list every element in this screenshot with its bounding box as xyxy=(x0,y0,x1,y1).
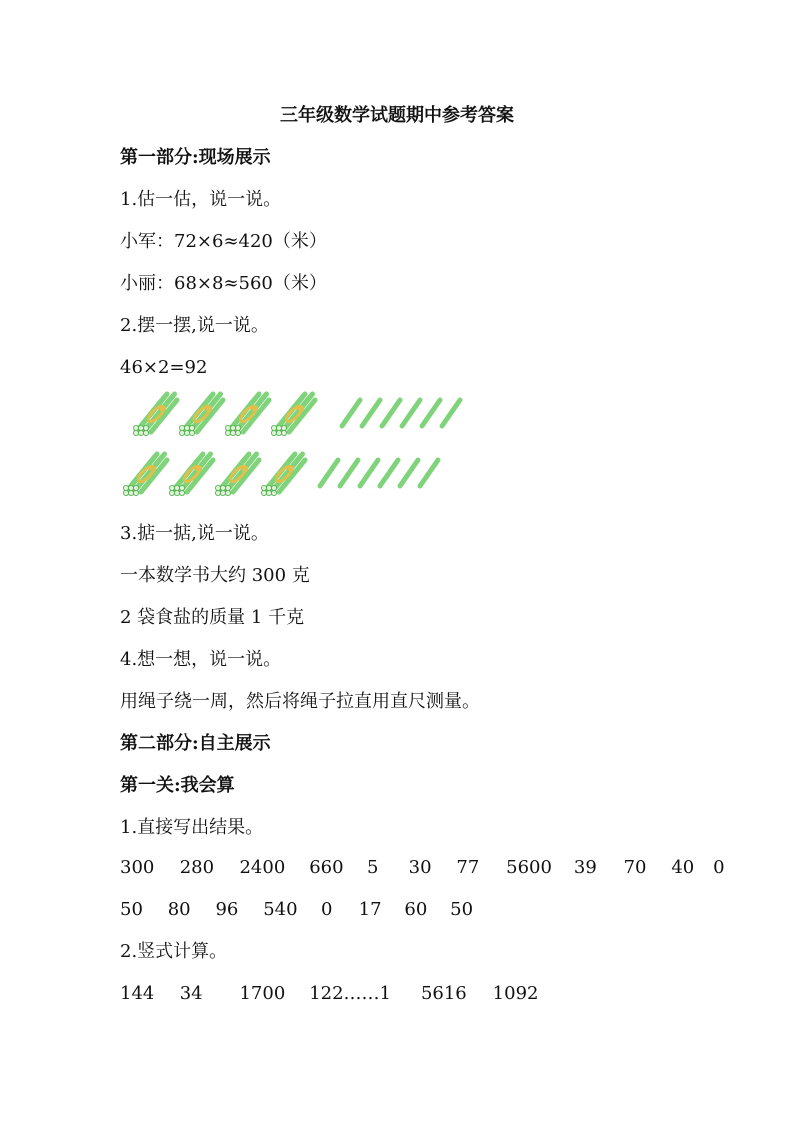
answer: 5616 xyxy=(420,983,467,1004)
single-stick xyxy=(420,460,438,486)
single-stick xyxy=(422,400,440,426)
q1-title: 1.估一估，说一说。 xyxy=(120,189,282,210)
single-stick xyxy=(360,460,378,486)
single-stick xyxy=(380,460,398,486)
answer: 540 xyxy=(263,899,298,920)
stick-bundle xyxy=(179,394,223,436)
answer: 1700 xyxy=(239,983,286,1004)
answer: 0 xyxy=(713,857,725,878)
part1-heading: 第一部分:现场展示 xyxy=(120,147,271,168)
s1-title: 1.直接写出结果。 xyxy=(120,817,264,838)
part2-heading: 第二部分:自主展示 xyxy=(120,733,271,754)
s2-title: 2.竖式计算。 xyxy=(120,941,228,962)
q1-answer-xiaoli: 小丽：68×8≈560（米） xyxy=(120,273,327,294)
answer: 77 xyxy=(456,857,480,878)
answer: 0 xyxy=(320,899,333,920)
answer: 660 xyxy=(309,857,344,878)
answer: 5 xyxy=(366,857,379,878)
answer: 70 xyxy=(623,857,647,878)
q3-title: 3.掂一掂,说一说。 xyxy=(120,523,269,544)
answer: 280 xyxy=(179,857,215,878)
answer: 39 xyxy=(573,857,597,878)
stick-bundle xyxy=(261,454,305,496)
q3-answer-book: 一本数学书大约 300 克 xyxy=(120,565,310,586)
answer: 17 xyxy=(358,899,382,920)
stick-bundle xyxy=(225,394,269,436)
q3-answer-salt: 2 袋食盐的质量 1 千克 xyxy=(120,607,305,628)
answer: 80 xyxy=(167,899,191,920)
single-stick xyxy=(342,400,360,426)
answer: 5600 xyxy=(506,857,552,878)
q4-answer: 用绳子绕一周，然后将绳子拉直用直尺测量。 xyxy=(120,691,480,712)
single-stick xyxy=(402,400,420,426)
answer: 1092 xyxy=(492,983,539,1004)
single-stick xyxy=(400,460,418,486)
stick-bundle xyxy=(169,454,213,496)
level1-heading: 第一关:我会算 xyxy=(120,775,235,796)
answer: 34 xyxy=(179,983,203,1004)
answer: 50 xyxy=(120,899,143,920)
single-stick xyxy=(340,460,358,486)
answer: 40 xyxy=(671,857,695,878)
answer: 300 xyxy=(120,857,155,878)
s1-answers-row2 xyxy=(120,898,480,922)
answer: 2400 xyxy=(239,857,286,878)
single-stick xyxy=(362,400,380,426)
q4-title: 4.想一想，说一说。 xyxy=(120,649,282,670)
stick-bundle xyxy=(215,454,259,496)
sticks-illustration xyxy=(120,388,480,504)
answer: 122……1 xyxy=(309,983,392,1004)
answer: 30 xyxy=(408,857,432,878)
page-title: 三年级数学试题期中参考答案 xyxy=(280,105,514,126)
answer: 60 xyxy=(404,899,428,920)
stick-bundle xyxy=(133,394,177,436)
q1-answer-xiaojun: 小军：72×6≈420（米） xyxy=(120,231,327,252)
single-stick xyxy=(382,400,400,426)
stick-bundle xyxy=(123,454,167,496)
answer: 50 xyxy=(450,899,474,920)
s1-answers-row1 xyxy=(120,856,727,880)
answer: 96 xyxy=(215,899,239,920)
answer: 144 xyxy=(120,983,155,1004)
s2-answers xyxy=(120,982,537,1006)
single-stick xyxy=(442,400,460,426)
q2-formula: 46×2=92 xyxy=(120,357,208,378)
single-stick xyxy=(320,460,338,486)
stick-bundle xyxy=(271,394,315,436)
q2-title: 2.摆一摆,说一说。 xyxy=(120,315,269,336)
